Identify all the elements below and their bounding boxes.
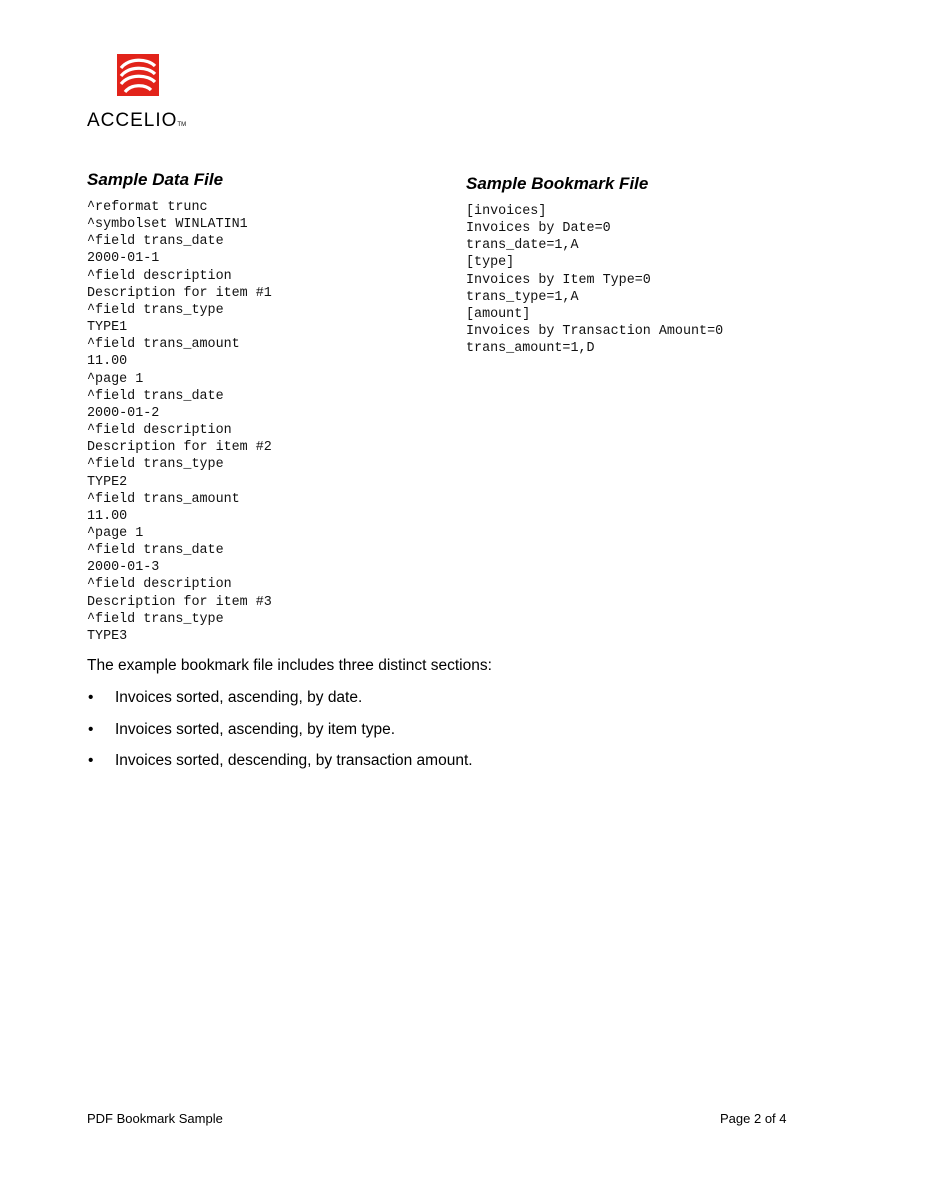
bullet-text: Invoices sorted, ascending, by date. [115, 689, 363, 706]
sample-bookmark-file-section [466, 174, 866, 357]
data-file-line: ^field description [87, 268, 232, 284]
data-file-line: TYPE1 [87, 320, 128, 336]
bookmark-file-line: Invoices by Date=0 [466, 221, 611, 237]
data-file-line: ^field description [87, 423, 232, 439]
data-file-line: ^page 1 [87, 371, 144, 387]
bookmark-file-line: Invoices by Transaction Amount=0 [466, 324, 724, 340]
accelio-logo-mark-icon [117, 54, 159, 96]
logo-text: ACCELIO [87, 110, 178, 131]
data-file-line: 2000-01-3 [87, 560, 160, 576]
sample-bookmark-file-code [466, 203, 866, 357]
logo-trademark: TM [177, 122, 187, 128]
sample-data-file-section [87, 170, 447, 645]
data-file-line: 2000-01-2 [87, 405, 160, 421]
data-file-line: ^reformat trunc [87, 200, 208, 215]
bookmark-file-line: Invoices by Item Type=0 [466, 272, 651, 288]
data-file-line: Description for item #3 [87, 594, 272, 610]
logo-wordmark [87, 110, 186, 132]
data-file-line: ^field trans_amount [87, 491, 240, 507]
bookmark-file-line: [type] [466, 255, 515, 271]
data-file-line: ^field trans_amount [87, 337, 240, 353]
bookmark-file-line: [invoices] [466, 204, 547, 219]
data-file-line: 11.00 [87, 354, 128, 370]
data-file-line: TYPE3 [87, 628, 128, 644]
data-file-line: 2000-01-1 [87, 251, 160, 267]
bookmark-file-line: [amount] [466, 306, 531, 322]
data-file-line: ^field trans_type [87, 611, 224, 627]
data-file-line: ^page 1 [87, 525, 144, 541]
data-file-line: ^field trans_type [87, 302, 224, 318]
data-file-line: ^field trans_date [87, 388, 224, 404]
data-file-line: ^field trans_date [87, 543, 224, 559]
footer-page-number: Page 2 of 4 [720, 1111, 787, 1126]
bullet-dot-icon: • [88, 752, 94, 769]
data-file-line: 11.00 [87, 508, 128, 524]
data-file-line: ^field trans_type [87, 457, 224, 473]
data-file-line: ^field trans_date [87, 234, 224, 250]
bookmark-file-line: trans_date=1,A [466, 238, 579, 254]
sample-data-file-heading: Sample Data File [87, 170, 224, 189]
accelio-logo [87, 54, 207, 134]
bullet-dot-icon: • [88, 689, 94, 706]
data-file-line: ^field description [87, 577, 232, 593]
bullet-dot-icon: • [88, 720, 94, 738]
data-file-line: ^symbolset WINLATIN1 [87, 217, 248, 233]
bullet-text: Invoices sorted, descending, by transaction amount. [115, 752, 473, 769]
footer-document-title: PDF Bookmark Sample [87, 1111, 223, 1126]
data-file-line: Description for item #2 [87, 440, 272, 456]
data-file-line: TYPE2 [87, 474, 128, 490]
sample-data-file-code [87, 199, 447, 645]
data-file-line: Description for item #1 [87, 285, 272, 301]
sample-bookmark-file-heading: Sample Bookmark File [466, 174, 649, 193]
intro-paragraph: The example bookmark file includes three distinct sections: [87, 657, 492, 674]
bookmark-file-line: trans_amount=1,D [466, 341, 595, 357]
bullet-text: Invoices sorted, ascending, by item type. [115, 720, 396, 738]
bookmark-file-line: trans_type=1,A [466, 289, 579, 305]
